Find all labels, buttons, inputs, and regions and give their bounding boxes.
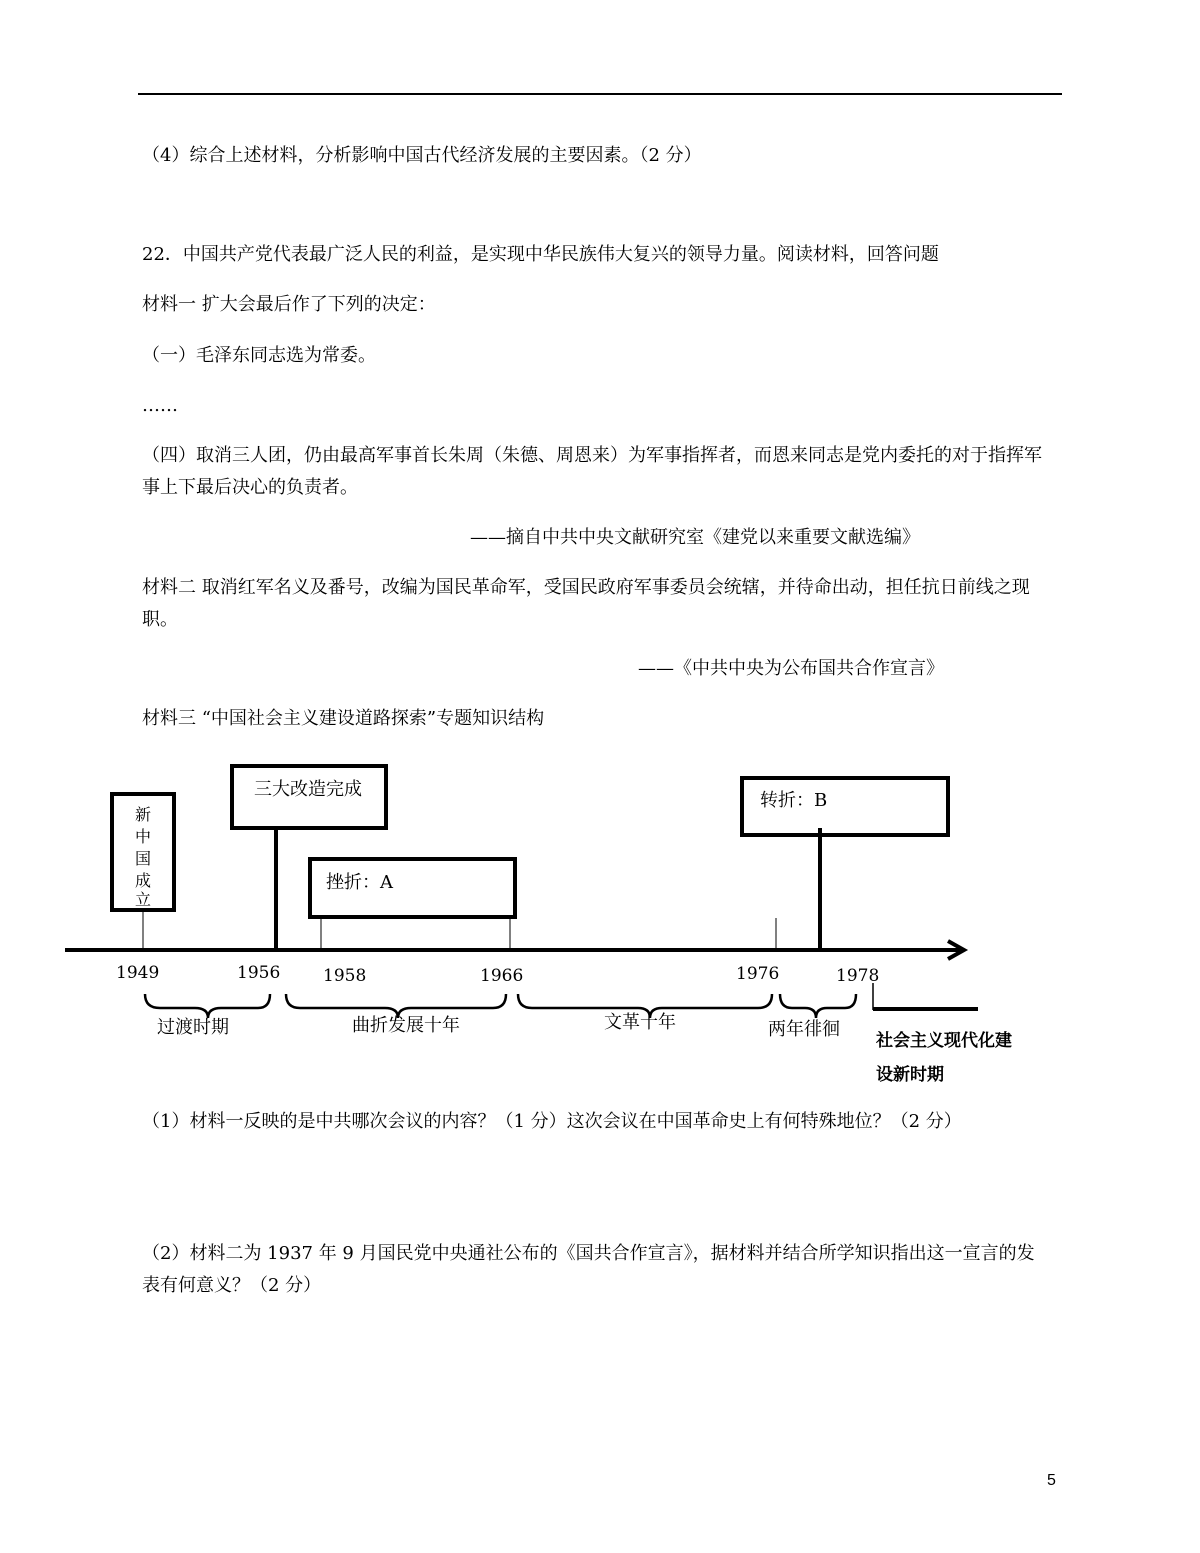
- box-founding-char-1: 新: [134, 805, 152, 824]
- header-rule: [138, 93, 1062, 95]
- year-label-1949: 1949: [116, 963, 160, 983]
- box-founding-char-2: 中: [134, 827, 152, 846]
- year-label-1976: 1976: [736, 964, 780, 984]
- material-1-item-4: （四）取消三人团，仍由最高军事首长朱周（朱德、周恩来）为军事指挥者，而恩来同志是党内委托的对于指挥军事上下最后决心的负责者。: [142, 445, 1042, 498]
- question-22-intro: 22．中国共产党代表最广泛人民的利益，是实现中华民族伟大复兴的领导力量。阅读材料，回答问题: [142, 244, 939, 265]
- question-2: （2）材料二为 1937 年 9 月国民党中央通社公布的《国共合作宣言》，据材料并结合所学知识指出这一宣言的发表有何意义？（2 分）: [142, 1243, 1035, 1296]
- material-1-ellipsis: ……: [142, 395, 178, 416]
- box-setback-label: 挫折：A: [326, 872, 393, 893]
- material-2-text: 材料二 取消红军名义及番号，改编为国民革命军，受国民政府军事委员会统辖，并待命出动，担任抗日前线之现职。: [142, 577, 1030, 630]
- material-1-item-1: （一）毛泽东同志选为常委。: [142, 345, 376, 366]
- period-label-two-years: 两年徘徊: [768, 1019, 840, 1040]
- new-era-label-line-2: 设新时期: [876, 1065, 944, 1085]
- page-number: 5: [1047, 1472, 1056, 1489]
- box-transformation-label: 三大改造完成: [254, 779, 362, 800]
- material-1-heading: 材料一 扩大会最后作了下列的决定：: [142, 294, 436, 315]
- period-label-tortuous: 曲折发展十年: [352, 1015, 460, 1036]
- box-founding-char-4: 成: [134, 871, 152, 890]
- timeline-diagram: [0, 750, 1200, 1110]
- period-label-cultural-revolution: 文革十年: [604, 1012, 676, 1033]
- box-turning-label: 转折：B: [760, 790, 828, 811]
- question-4: （4）综合上述材料，分析影响中国古代经济发展的主要因素。（2 分）: [142, 145, 702, 166]
- new-era-label-line-1: 社会主义现代化建: [876, 1031, 1012, 1051]
- period-label-transition: 过渡时期: [157, 1017, 229, 1038]
- box-founding-char-5: 立: [134, 890, 152, 909]
- year-label-1978: 1978: [836, 966, 880, 986]
- year-label-1958: 1958: [323, 966, 367, 986]
- material-3-heading: 材料三 “中国社会主义建设道路探索”专题知识结构: [142, 708, 545, 729]
- brace-transition-period: [145, 994, 270, 1018]
- material-1-source: ——摘自中共中央文献研究室《建党以来重要文献选编》: [470, 527, 920, 548]
- box-founding-char-3: 国: [134, 849, 152, 868]
- year-label-1966: 1966: [480, 966, 524, 986]
- brace-two-years: [780, 994, 856, 1018]
- material-2-source: ——《中共中央为公布国共合作宣言》: [638, 658, 944, 679]
- question-1: （1）材料一反映的是中共哪次会议的内容？（1 分）这次会议在中国革命史上有何特殊地位？（2 分）: [142, 1111, 962, 1132]
- year-label-1956: 1956: [237, 963, 281, 983]
